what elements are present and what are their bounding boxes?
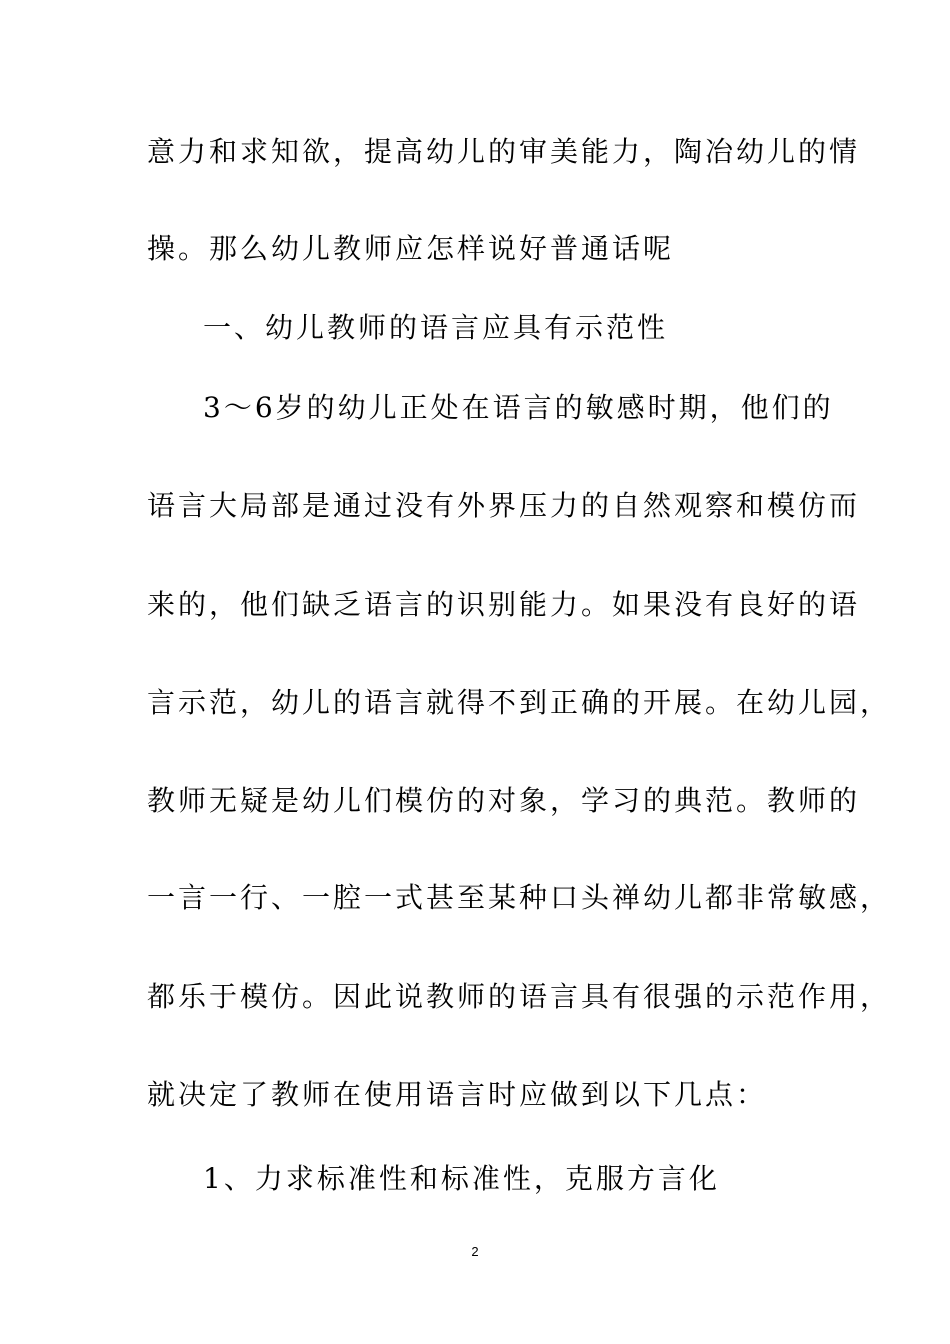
paragraph-line: 就决定了教师在使用语言时应做到以下几点： — [147, 1078, 768, 1111]
paragraph-line: 操。那么幼儿教师应怎样说好普通话呢 — [147, 232, 675, 265]
paragraph-line: 一言一行、一腔一式甚至某种口头禅幼儿都非常敏感， — [147, 881, 892, 914]
paragraph-line: 意力和求知欲，提高幼儿的审美能力，陶冶幼儿的情 — [147, 135, 861, 168]
paragraph-line: 来的，他们缺乏语言的识别能力。如果没有良好的语 — [147, 588, 861, 621]
paragraph-line: 3～6岁的幼儿正处在语言的敏感时期，他们的 — [203, 391, 834, 424]
list-item-heading: 1、力求标准性和标准性，克服方言化 — [203, 1162, 720, 1195]
paragraph-line: 言示范，幼儿的语言就得不到正确的开展。在幼儿园， — [147, 686, 892, 719]
section-heading: 一、幼儿教师的语言应具有示范性 — [203, 311, 669, 344]
paragraph-line: 教师无疑是幼儿们模仿的对象，学习的典范。教师的 — [147, 784, 861, 817]
paragraph-line: 都乐于模仿。因此说教师的语言具有很强的示范作用， — [147, 980, 892, 1013]
page-number: 2 — [471, 1244, 479, 1259]
paragraph-line: 语言大局部是通过没有外界压力的自然观察和模仿而 — [147, 489, 861, 522]
